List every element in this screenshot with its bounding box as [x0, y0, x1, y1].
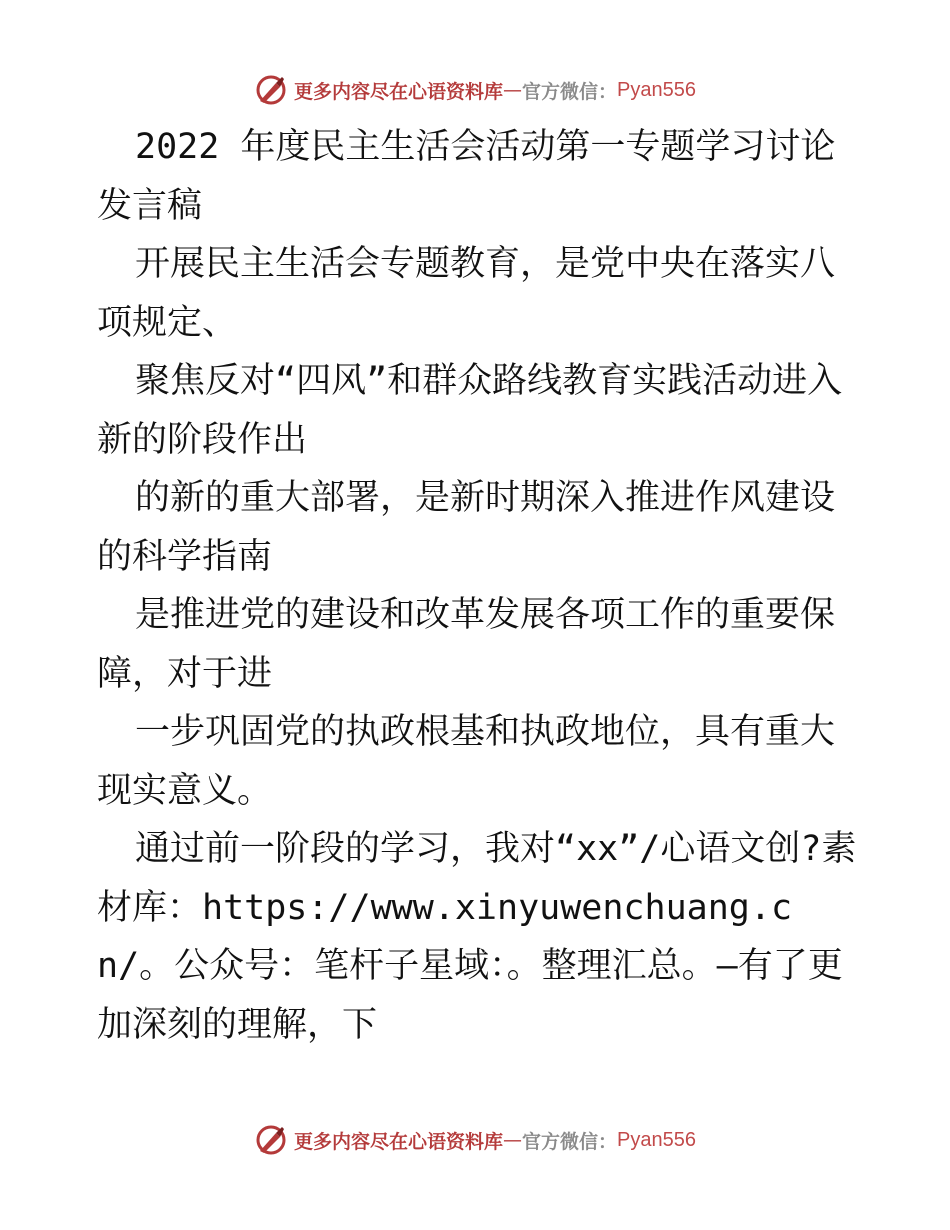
paragraph-5: 一步巩固党的执政根基和执政地位，具有重大现实意义。	[97, 712, 836, 811]
footer-banner-title: 更多内容尽在心语资料库	[294, 1130, 504, 1153]
paragraph-3: 的新的重大部署，是新时期深入推进作风建设的科学指南	[97, 478, 836, 577]
header-banner	[0, 70, 950, 110]
paragraph-title: 2022 年度民主生活会活动第一专题学习讨论发言稿	[97, 127, 836, 226]
paragraph-6: 通过前一阶段的学习，我对“xx”/心语文创?素材库：https://www.xinyuwenchuang.cn/。公众号：笔杆子星域：。整理汇总。—有了更加深刻的理解，下	[97, 829, 857, 1045]
footer-banner-label: 官方微信：	[522, 1130, 618, 1153]
pen-nib-logo-icon	[254, 1123, 288, 1157]
paragraph-2: 聚焦反对“四风”和群众路线教育实践活动进入新的阶段作出	[97, 361, 843, 460]
header-banner-id: Pyan556	[617, 78, 696, 101]
header-banner-title: 更多内容尽在心语资料库	[294, 80, 504, 103]
pen-nib-logo-icon	[254, 73, 288, 107]
header-banner-label: 官方微信：	[522, 80, 618, 103]
footer-banner-dash: —	[503, 1129, 523, 1151]
paragraph-1: 开展民主生活会专题教育，是党中央在落实八项规定、	[97, 244, 836, 343]
document-body	[97, 118, 857, 1054]
paragraph-4: 是推进党的建设和改革发展各项工作的重要保障，对于进	[97, 595, 836, 694]
header-banner-dash: —	[503, 79, 523, 101]
footer-banner-id: Pyan556	[617, 1128, 696, 1151]
footer-banner	[0, 1120, 950, 1160]
